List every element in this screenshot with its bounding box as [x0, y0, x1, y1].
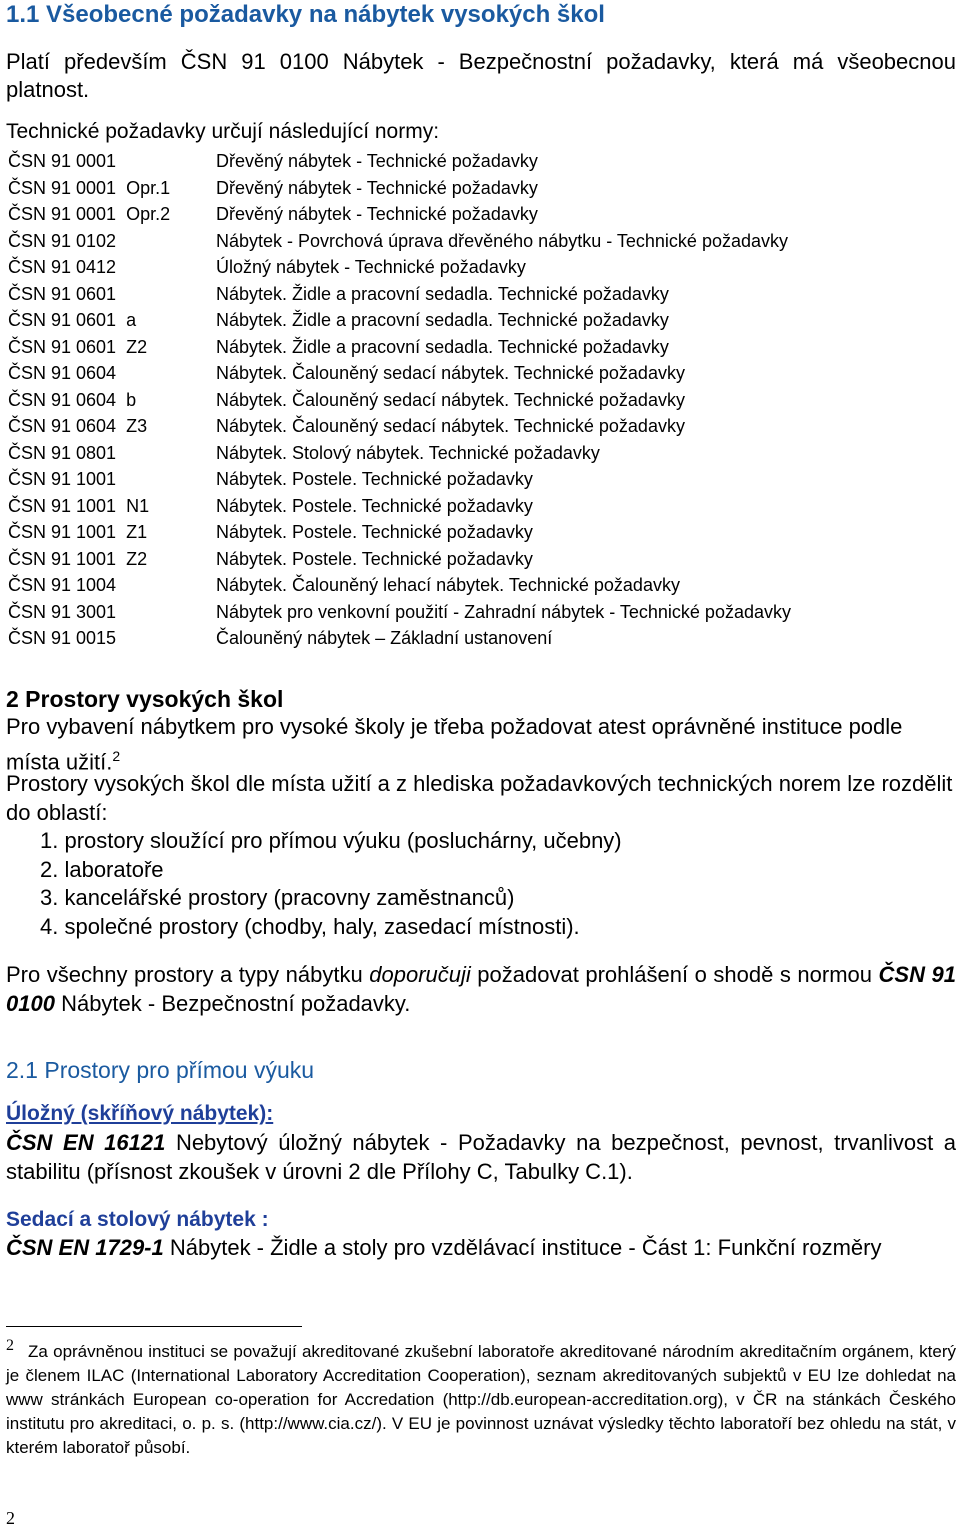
norm-code: ČSN 91 0604 Z3 — [8, 416, 148, 436]
norm-description: Nábytek. Postele. Technické požadavky — [216, 469, 533, 489]
norm-code: ČSN 91 0604 b — [8, 389, 137, 410]
norm-row — [6, 493, 956, 520]
norm-row — [6, 440, 956, 467]
norm-description: Dřevěný nábytek - Technické požadavky — [216, 151, 538, 171]
seating-furniture-heading: Sedací a stolový nábytek : — [6, 1208, 269, 1231]
norm-code: ČSN 91 0001 Opr.2 — [8, 204, 171, 224]
norm-description: Nábytek pro venkovní použití - Zahradní nábytek - Technické požadavky — [216, 601, 791, 622]
footnote — [6, 1337, 956, 1460]
footnote-text: Za oprávněnou instituci se považují akreditované zkušební laboratoře akreditované národním akreditačním orgánem, který je členem ILAC (International Laboratory Accreditation Cooperation), seznam akreditovaných subjektů v EU lze dohledat na www stránkách European co-operation for Accredation (http://db.european-accreditation.org), v ČR na stánkách Českého institutu pro akreditaci, o. p. s. (http://www.cia.cz/). V EU je povinnost uznávat výsledky těchto laboratoří bez ohledu na stát, v kterém laboratoř působí. — [6, 1342, 956, 1457]
norm-row — [6, 307, 956, 334]
storage-norm: ČSN EN 16121 — [6, 1130, 166, 1155]
norm-row — [6, 387, 956, 414]
norm-description: Nábytek. Stolový nábytek. Technické požadavky — [216, 442, 600, 463]
recommendation-paragraph — [6, 961, 956, 1018]
norm-code: ČSN 91 0801 — [8, 442, 117, 463]
norm-row — [6, 281, 956, 308]
norm-description: Čalouněný nábytek – Základní ustanovení — [216, 628, 553, 648]
norm-code: ČSN 91 3001 — [8, 601, 117, 622]
norm-description: Nábytek. Židle a pracovní sedadla. Technické požadavky — [216, 310, 669, 330]
norm-code: ČSN 91 0604 — [8, 363, 117, 383]
norm-row — [6, 546, 956, 573]
recommendation-text-2: požadovat prohlášení o shodě s normou — [470, 962, 879, 987]
norm-row — [6, 466, 956, 493]
intro-paragraph: Platí především ČSN 91 0100 Nábytek - Bezpečnostní požadavky, která má všeobecnou platnost. — [6, 49, 956, 102]
norm-row — [6, 625, 956, 652]
attest-paragraph — [6, 713, 956, 776]
seating-text: Nábytek - Židle a stoly pro vzdělávací instituce - Část 1: Funkční rozměry — [163, 1235, 882, 1260]
section-1-1-heading: 1.1 Všeobecné požadavky na nábytek vysokých škol — [6, 1, 605, 28]
norm-code: ČSN 91 0601 a — [8, 310, 137, 330]
norm-row — [6, 334, 956, 361]
norm-description: Dřevěný nábytek - Technické požadavky — [216, 204, 538, 224]
norm-row — [6, 599, 956, 626]
page-number: 2 — [6, 1508, 15, 1528]
footnote-number: 2 — [6, 1337, 14, 1355]
recommendation-emphasis: doporučuji — [369, 962, 471, 987]
norm-description: Dřevěný nábytek - Technické požadavky — [216, 177, 538, 198]
norm-description: Nábytek - Povrchová úprava dřevěného nábytku - Technické požadavky — [216, 230, 788, 251]
norm-row — [6, 572, 956, 599]
norm-code: ČSN 91 0015 — [8, 628, 117, 648]
areas-intro-paragraph: Prostory vysokých škol dle místa užití a z hlediska požadavkových technických norem lze rozdělit do oblastí: — [6, 771, 953, 825]
area-item: 2. laboratoře — [40, 856, 164, 882]
footnote-separator — [6, 1326, 302, 1327]
areas-list — [40, 827, 622, 941]
norm-row — [6, 201, 956, 228]
norm-code: ČSN 91 1001 N1 — [8, 495, 150, 516]
norm-code: ČSN 91 1001 Z2 — [8, 548, 148, 569]
norm-description: Nábytek. Postele. Technické požadavky — [216, 495, 533, 516]
norm-description: Úložný nábytek - Technické požadavky — [216, 257, 526, 277]
norm-code: ČSN 91 0601 — [8, 283, 117, 304]
seating-norm: ČSN EN 1729-1 — [6, 1235, 164, 1260]
norm-row — [6, 413, 956, 440]
norm-row — [6, 360, 956, 387]
norm-code: ČSN 91 0001 — [8, 151, 117, 171]
norm-code: ČSN 91 1001 Z1 — [8, 522, 148, 542]
area-item: 3. kancelářské prostory (pracovny zaměstnanců) — [40, 885, 515, 910]
footnote-ref: 2 — [112, 747, 121, 764]
norm-row — [6, 228, 956, 255]
norm-row — [6, 519, 956, 546]
area-item: 4. společné prostory (chodby, haly, zasedací místnosti). — [40, 913, 580, 939]
norm-description: Nábytek. Čalouněný sedací nábytek. Technické požadavky — [216, 416, 685, 436]
section-2-1-heading: 2.1 Prostory pro přímou výuku — [6, 1057, 315, 1083]
norm-row — [6, 148, 956, 175]
norm-row — [6, 254, 956, 281]
norm-code: ČSN 91 1001 — [8, 469, 117, 489]
section-2-heading: 2 Prostory vysokých škol — [6, 686, 284, 712]
norm-code: ČSN 91 1004 — [8, 575, 117, 595]
norm-description: Nábytek. Židle a pracovní sedadla. Technické požadavky — [216, 336, 669, 357]
norm-description: Nábytek. Čalouněný sedací nábytek. Technické požadavky — [216, 389, 685, 410]
norms-list — [6, 148, 956, 652]
storage-furniture-paragraph — [6, 1129, 956, 1186]
norm-description: Nábytek. Židle a pracovní sedadla. Technické požadavky — [216, 283, 669, 304]
recommendation-text-3: Nábytek - Bezpečnostní požadavky. — [54, 990, 411, 1016]
seating-furniture-paragraph — [6, 1234, 956, 1263]
attest-text: Pro vybavení nábytkem pro vysoké školy je třeba požadovat atest oprávněné instituce podle místa užití. — [6, 714, 903, 774]
storage-text: Nebytový úložný nábytek - Požadavky na bezpečnost, pevnost, trvanlivost a stabilitu (přísnost zkoušek v úrovni 2 dle Přílohy C, Tabulky C.1). — [6, 1130, 956, 1184]
norm-code: ČSN 91 0001 Opr.1 — [8, 177, 171, 198]
norm-description: Nábytek. Postele. Technické požadavky — [216, 548, 533, 569]
norm-code: ČSN 91 0601 Z2 — [8, 336, 148, 357]
recommendation-norm: ČSN 91 0100 — [6, 962, 956, 1016]
recommendation-text: Pro všechny prostory a typy nábytku — [6, 962, 370, 987]
norm-row — [6, 175, 956, 202]
area-item: 1. prostory sloužící pro přímou výuku (posluchárny, učebny) — [40, 828, 622, 853]
norm-description: Nábytek. Čalouněný lehací nábytek. Technické požadavky — [216, 575, 680, 595]
storage-furniture-heading: Úložný (skříňový nábytek): — [6, 1102, 274, 1125]
norm-description: Nábytek. Postele. Technické požadavky — [216, 522, 533, 542]
norm-code: ČSN 91 0412 — [8, 257, 117, 277]
norms-intro: Technické požadavky určují následující normy: — [6, 120, 440, 143]
norm-code: ČSN 91 0102 — [8, 230, 117, 251]
norm-description: Nábytek. Čalouněný sedací nábytek. Technické požadavky — [216, 363, 685, 383]
